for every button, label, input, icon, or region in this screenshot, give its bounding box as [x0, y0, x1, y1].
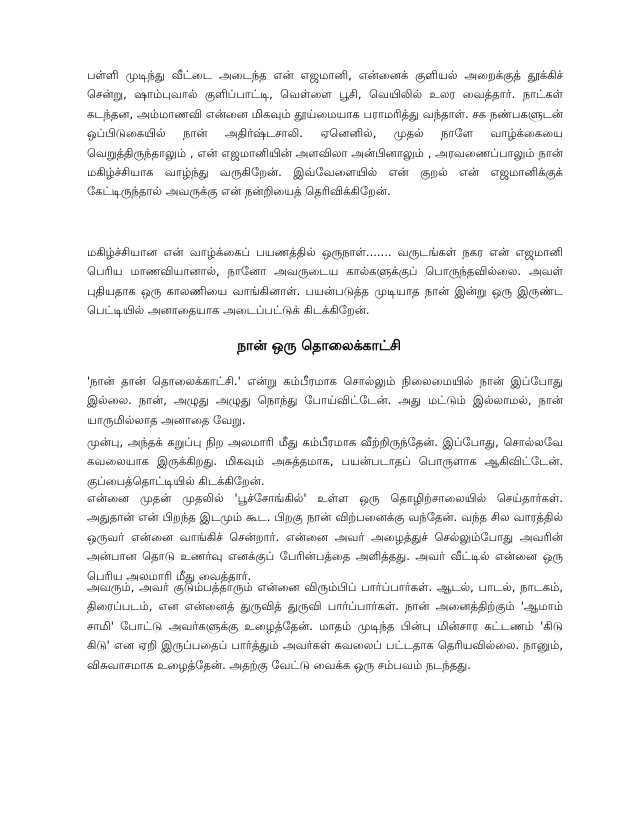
paragraph-tv-intro: 'நான் தான் தொலைக்காட்சி.' என்று கம்பீரமாக சொல்லும் நிலைமையில் நான் இப்போது இல்லை. நான், அழுது அழுது நொந்து போய்விட்டேன். அது மட்டும் இல்லாமல், நான் யாருமில்லாத அனாதை வேறு.: [87, 374, 563, 427]
paragraph-family: அவரும், அவர் குடும்பத்தாரும் என்னை விரும்பிப் பார்ப்பார்கள். ஆடல், பாடல், நாடகம், திரைப்படம், என என்னைத் துருவித் துருவி பார்ப்பார்கள். நான் அனைத்திற்கும் 'ஆமாம் சாமி' போட்டு அவர்களுக்கு உழைத்தேன். மாதம் முடிந்த பின்பு மின்சார கட்டணம் 'கிடு கிடு' என ஏறி இருப்பதைப் பார்த்தும் அவர்கள் கவலைப் பட்டதாக தெரியவில்லை. நானும், விசுவாசமாக உழைத்தேன். அதற்கு வேட்டு வைக்க ஒரு சம்பவம் நடந்தது.: [87, 580, 563, 672]
paragraph-outgrown: மகிழ்ச்சியான என் வாழ்க்கைப் பயணத்தில் ஒருநாள்....... வருடங்கள் நகர என் எஜமானி பெரிய மாணவியானால், நானோ அவருடைய கால்களுக்குப் பொருந்தவில்லை. அவள் புதியதாக ஒரு காலணியை வாங்கினாள். பயன்படுத்த முடியாத நான் இன்று ஒரு இருண்ட பெட்டியில் அனாதையாக அடைப்பட்டுக் கிடக்கிறேன்.: [87, 245, 563, 318]
paragraph-school-return: பள்ளி முடிந்து வீட்டை அடைந்த என் எஜமானி, என்னைக் குளியல் அறைக்குத் தூக்கிச் சென்று, ஷாம்புவால் குளிப்பாட்டி, வெள்ளை பூசி, வெயிலில் உலர வைத்தார். நாட்கள் கடந்தன, அம்மாணவி என்னை மிகவும் தூய்மையாக பராமரித்து வந்தாள். சக நண்பகளுடன் ஒப்பிடுகையில் நான் அதிர்ஷ்டசாலி. ஏனெனில், முதல் நாளே வாழ்க்கையை வெறுத்திருந்தாலும் , என் எஜமானியின் அளவிலா அன்பினாலும் , அரவணைப்பாலும் நான் மகிழ்ச்சியாக வாழ்ந்து வருகிறேன். இவ்வேளையில் என் குறல் என் எஜமானிக்குக் கேட்டிருந்தால் அவருக்கு என் நன்றியைத் தெரிவிக்கிறேன்.: [87, 68, 563, 199]
paragraph-cupboard: முன்பு, அந்தக் கறுப்பு நிற அலமாரி மீது கம்பீரமாக வீற்றிருந்தேன். இப்போது, சொல்லவே கவலையாக இருக்கிறது. மிகவும் அசுத்தமாக, பயன்படாதப் பொருளாக ஆகிவிட்டேன். குப்பைத்தொட்டியில் கிடக்கிறேன்.: [87, 435, 563, 488]
section-heading: நான் ஒரு தொலைக்காட்சி: [237, 338, 401, 354]
paragraph-factory: என்னை முதன் முதலில் 'பூச்சோங்கில்' உள்ள ஒரு தொழிற்சாலையில் செய்தார்கள். அதுதான் என் பிறந்த இடமும் கூட. பிறகு நான் விற்பனைக்கு வந்தேன். வந்த சில வாரத்தில் ஒருவர் என்னை வாங்கிச் சென்றார். என்னை அவர் அழைத்துச் செல்லும்போது அவரின் அன்பான தொடு உணர்வு எனக்குப் பேரின்பத்தை அளித்தது. அவர் வீட்டில் என்னை ஒரு பெரிய அலமாரி மீது வைத்தார்.: [87, 491, 563, 583]
